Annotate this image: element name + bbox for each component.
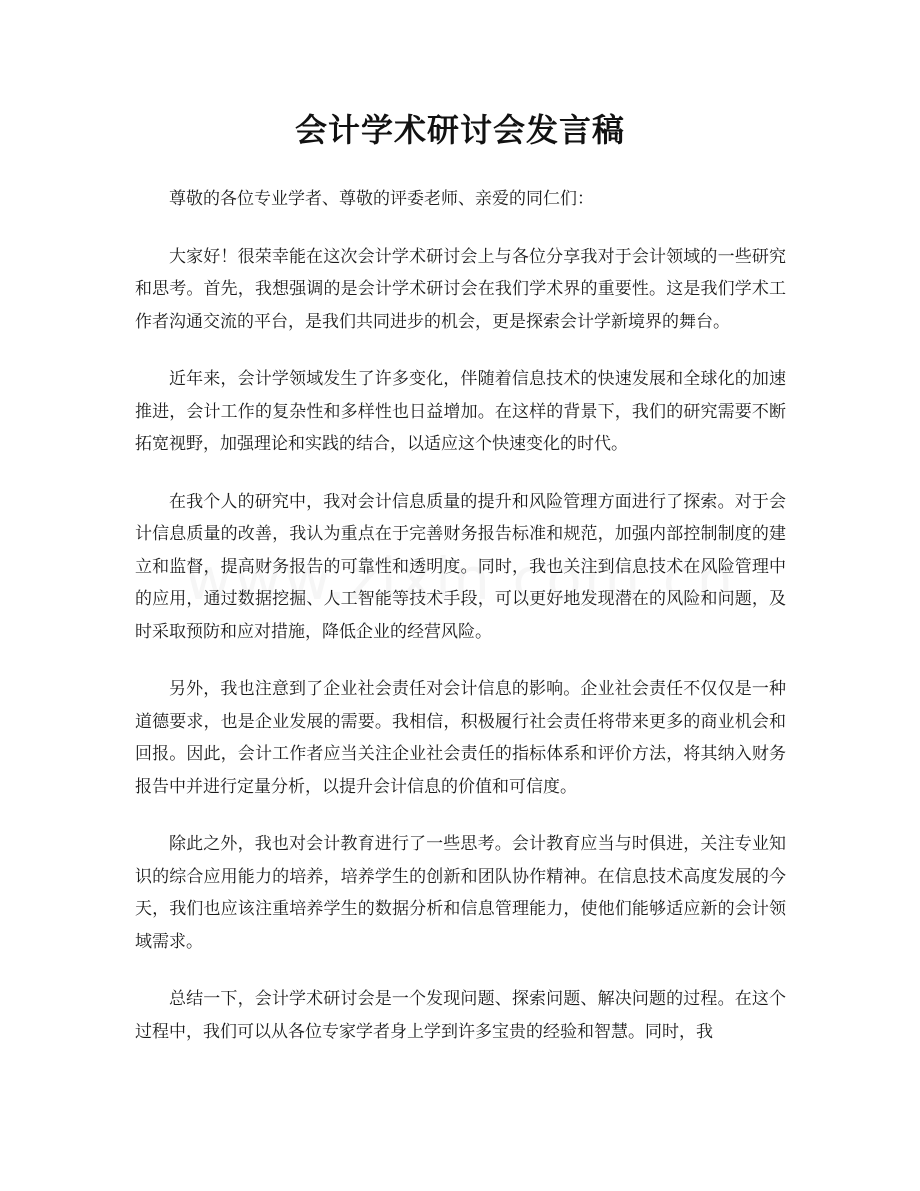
paragraph: 大家好！很荣幸能在这次会计学术研讨会上与各位分享我对于会计领域的一些研究和思考。首先，我想强调的是会计学术研讨会在我们学术界的重要性。这是我们学术工作者沟通交流的平台，是我们共同进步的机会，更是探索会计学新境界的舞台。: [135, 246, 786, 332]
paragraph: 另外，我也注意到了企业社会责任对会计信息的影响。企业社会责任不仅仅是一种道德要求，也是企业发展的需要。我相信，积极履行社会责任将带来更多的商业机会和回报。因此，会计工作者应当关注企业社会责任的指标体系和评价方法，将其纳入财务报告中并进行定量分析，以提升会计信息的价值和可信度。: [135, 679, 786, 797]
document-body: [135, 183, 786, 1073]
paragraph: 总结一下，会计学术研讨会是一个发现问题、探索问题、解决问题的过程。在这个过程中，我们可以从各位专家学者身上学到许多宝贵的经验和智慧。同时，我: [135, 989, 786, 1042]
paragraph: 近年来，会计学领域发生了许多变化，伴随着信息技术的快速发展和全球化的加速推进，会计工作的复杂性和多样性也日益增加。在这样的背景下，我们的研究需要不断拓宽视野，加强理论和实践的结合，以适应这个快速变化的时代。: [135, 369, 786, 454]
paragraph-salutation: 尊敬的各位专业学者、尊敬的评委老师、亲爱的同仁们：: [169, 189, 594, 209]
paragraph: 除此之外，我也对会计教育进行了一些思考。会计教育应当与时俱进，关注专业知识的综合应用能力的培养，培养学生的创新和团队协作精神。在信息技术高度发展的今天，我们也应该注重培养学生的数据分析和信息管理能力，使他们能够适应新的会计领域需求。: [135, 834, 786, 952]
document-title: 会计学术研讨会发言稿: [294, 111, 625, 149]
paragraph: 在我个人的研究中，我对会计信息质量的提升和风险管理方面进行了探索。对于会计信息质量的改善，我认为重点在于完善财务报告标准和规范，加强内部控制制度的建立和监督，提高财务报告的可靠性和透明度。同时，我也关注到信息技术在风险管理中的应用，通过数据挖掘、人工智能等技术手段，可以更好地发现潜在的风险和问题，及时采取预防和应对措施，降低企业的经营风险。: [135, 491, 786, 642]
